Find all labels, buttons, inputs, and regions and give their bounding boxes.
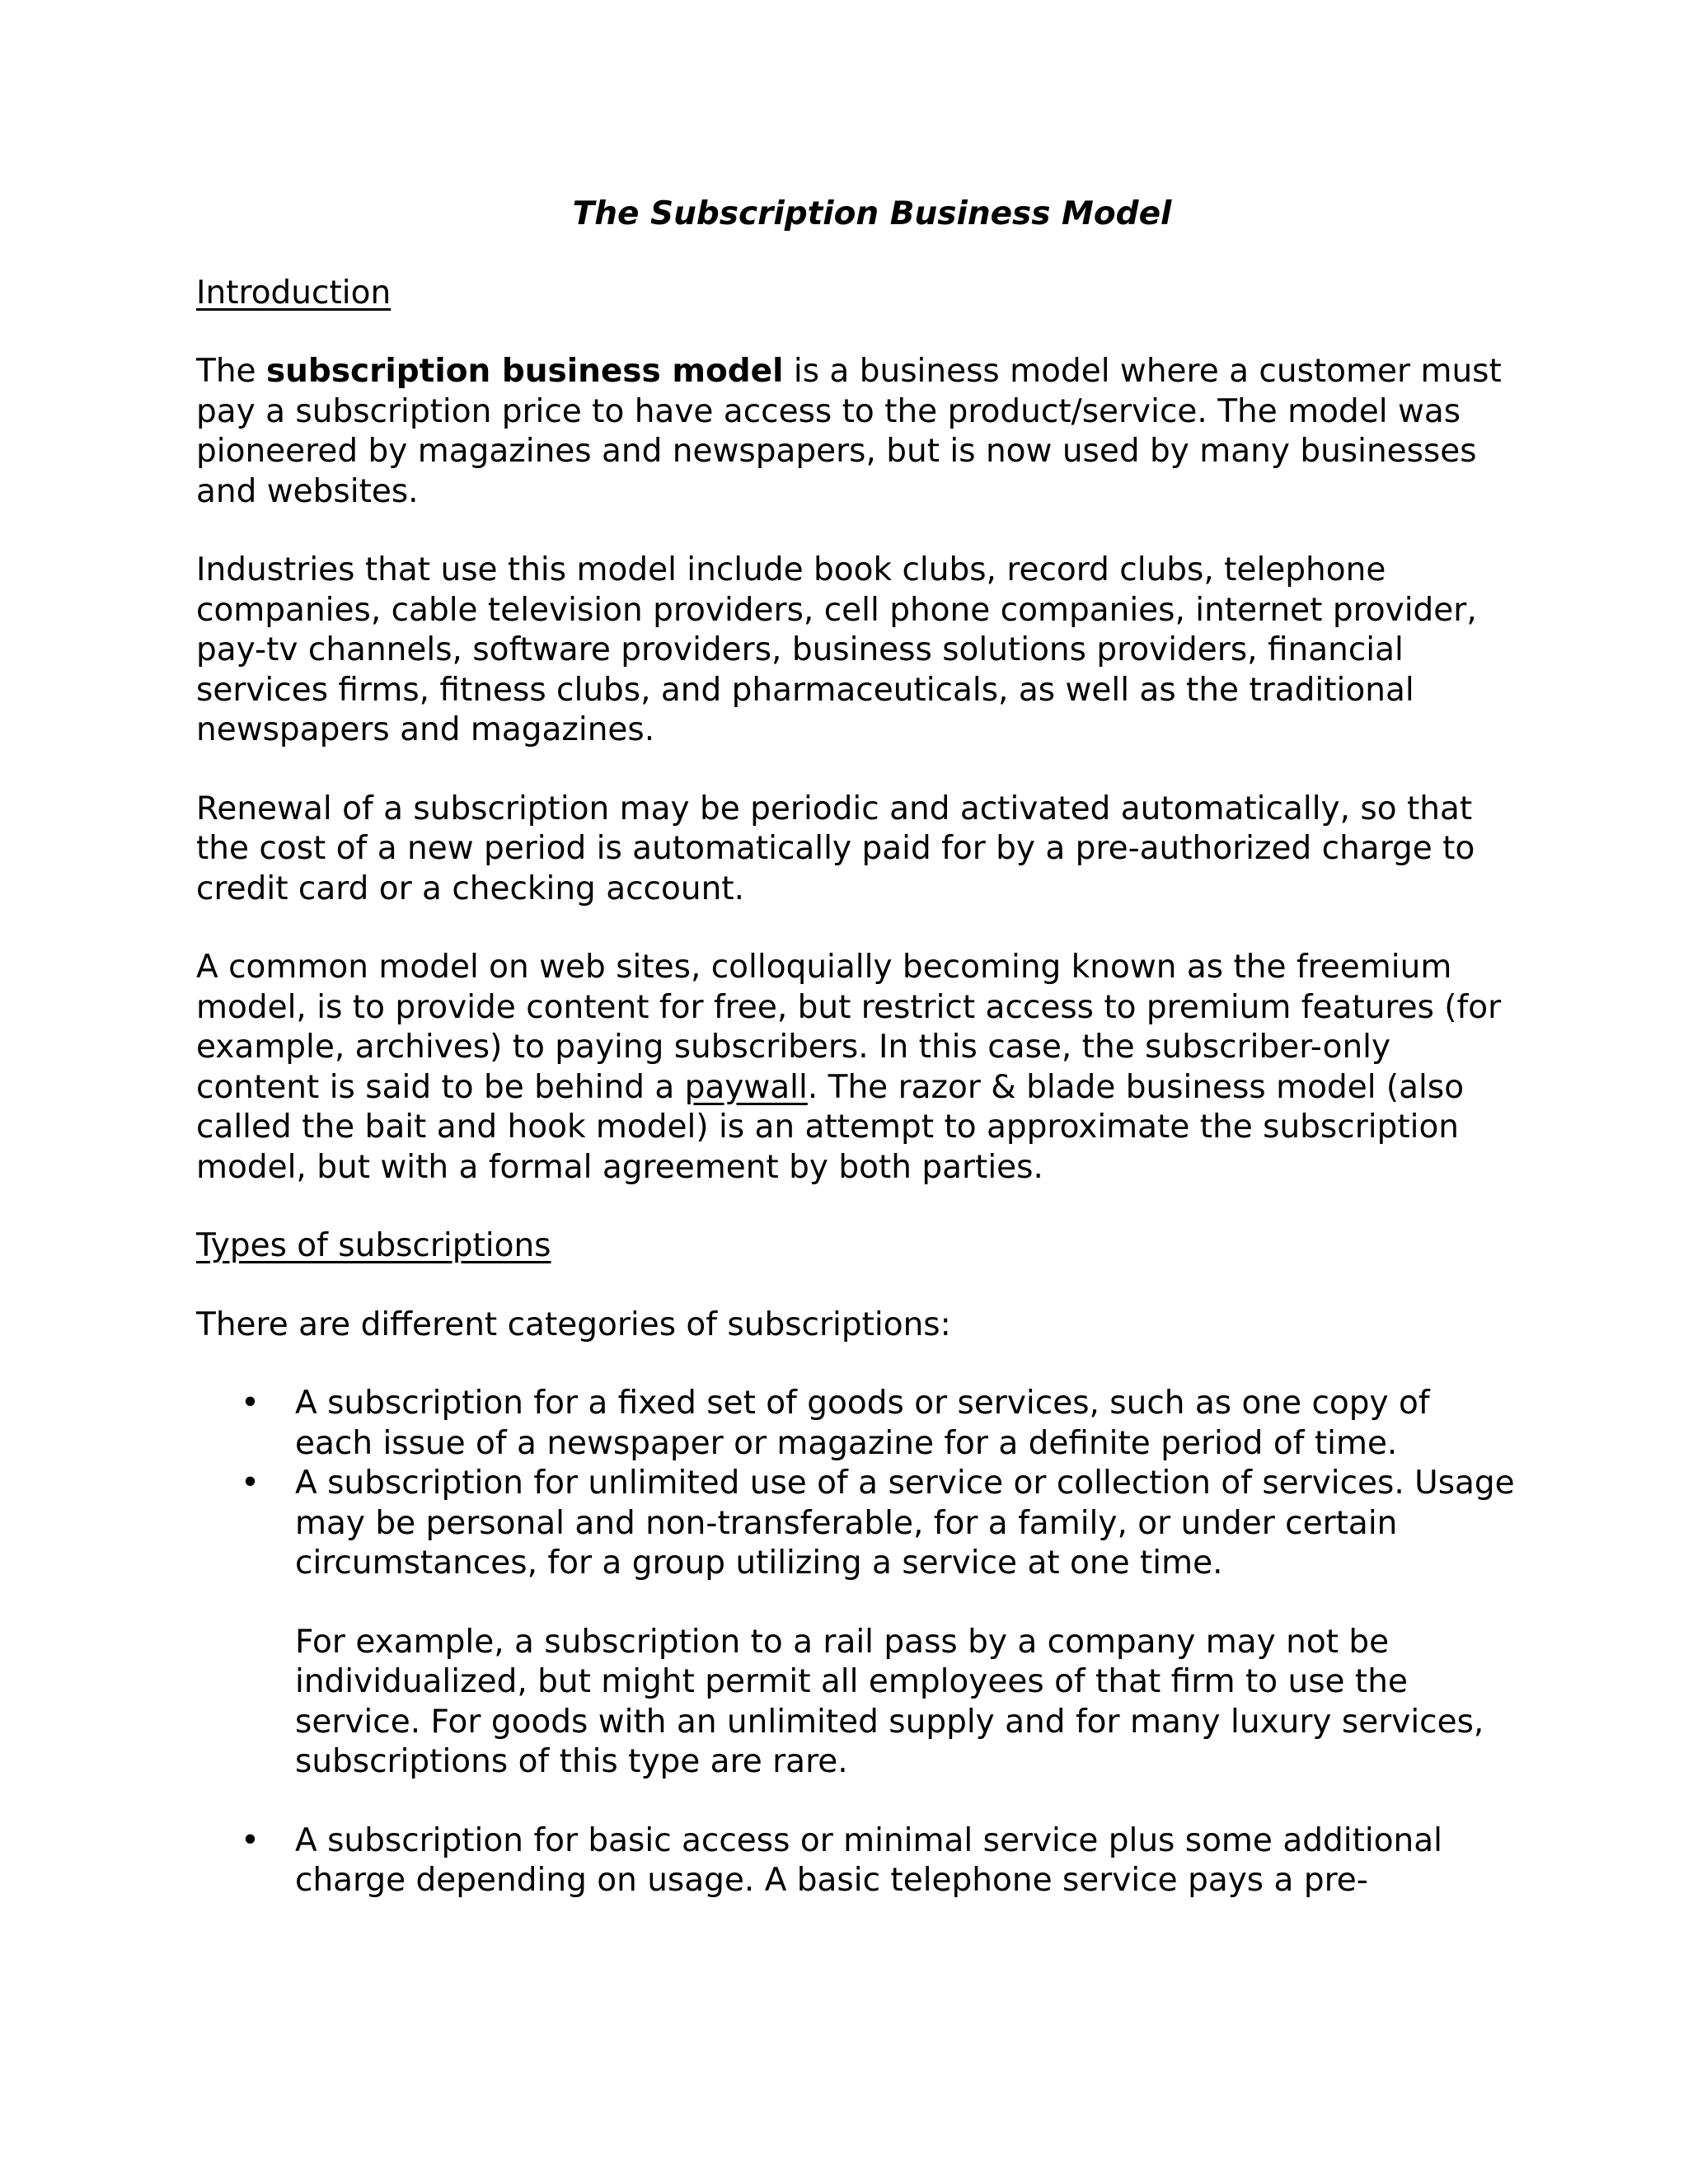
bullet-icon: • [241,1385,260,1422]
paragraph-definition-rest: is a business model where a customer must pay a subscription price to have access to the product/service. The model was pioneered by magazines and newspapers, but is now used by many businesses and websites. [196,353,1502,510]
list-item [196,1384,1515,1464]
subscription-types-list [196,1384,1515,1901]
paragraph-renewal: Renewal of a subscription may be periodic and activated automatically, so that the cost of a new period is automatically paid for by a pre-authorized charge to credit card or a checking account. [196,790,1475,907]
list-item-subparagraph: For example, a subscription to a rail pass by a company may not be individualized, but might permit all employees of that firm to use the service. For goods with an unlimited supply and for many luxury services, subscriptions of this type are rare. [295,1623,1484,1780]
paywall-link[interactable]: paywall [684,1068,808,1106]
paragraph-types-intro: There are different categories of subscriptions: [196,1305,951,1343]
list-item-text: A subscription for unlimited use of a service or collection of services. Usage may be personal and non-transferable, for a family, or under certain circumstances, for a group utilizing a service at one time. [295,1465,1515,1582]
list-item-text: A subscription for basic access or minimal service plus some additional charge depending on usage. A basic telephone service pays a pre- [295,1821,1443,1899]
list-item [196,1821,1515,1901]
paragraph-freemium-start: A common model on web sites, colloquially becoming known as the freemium model, is to provide content for free, but restrict access to premium features (for example, archives) to paying subscribers. In this case, the subscriber-only content is said to be behind a [196,949,1502,1106]
paragraph-freemium [196,948,1515,1188]
section-heading-introduction: Introduction [196,274,392,312]
paragraph-definition-lead: The [196,353,266,390]
section-heading-types: Types of subscriptions [196,1227,551,1264]
paragraph-definition [196,352,1515,512]
bullet-icon: • [241,1465,260,1502]
page-title: The Subscription Business Model [572,195,1172,232]
paragraph-freemium-end: . The razor & blade business model (also called the bait and hook model) is an attempt to approximate the subscription model, but with a formal agreement by both parties. [196,1068,1465,1186]
document-body [196,194,1515,1901]
paragraph-industries: Industries that use this model include book clubs, record clubs, telephone companies, cable television providers, cell phone companies, internet provider, pay-tv channels, software providers, business solutions providers, financial services firms, fitness clubs, and pharmaceuticals, as well as the traditional newspapers and magazines. [196,551,1477,748]
list-item-text: A subscription for a fixed set of goods or services, such as one copy of each issue of a newspaper or magazine for a definite period of time. [295,1385,1430,1462]
list-item [196,1464,1515,1783]
bullet-icon: • [241,1821,260,1859]
bold-term: subscription business model [265,353,784,390]
